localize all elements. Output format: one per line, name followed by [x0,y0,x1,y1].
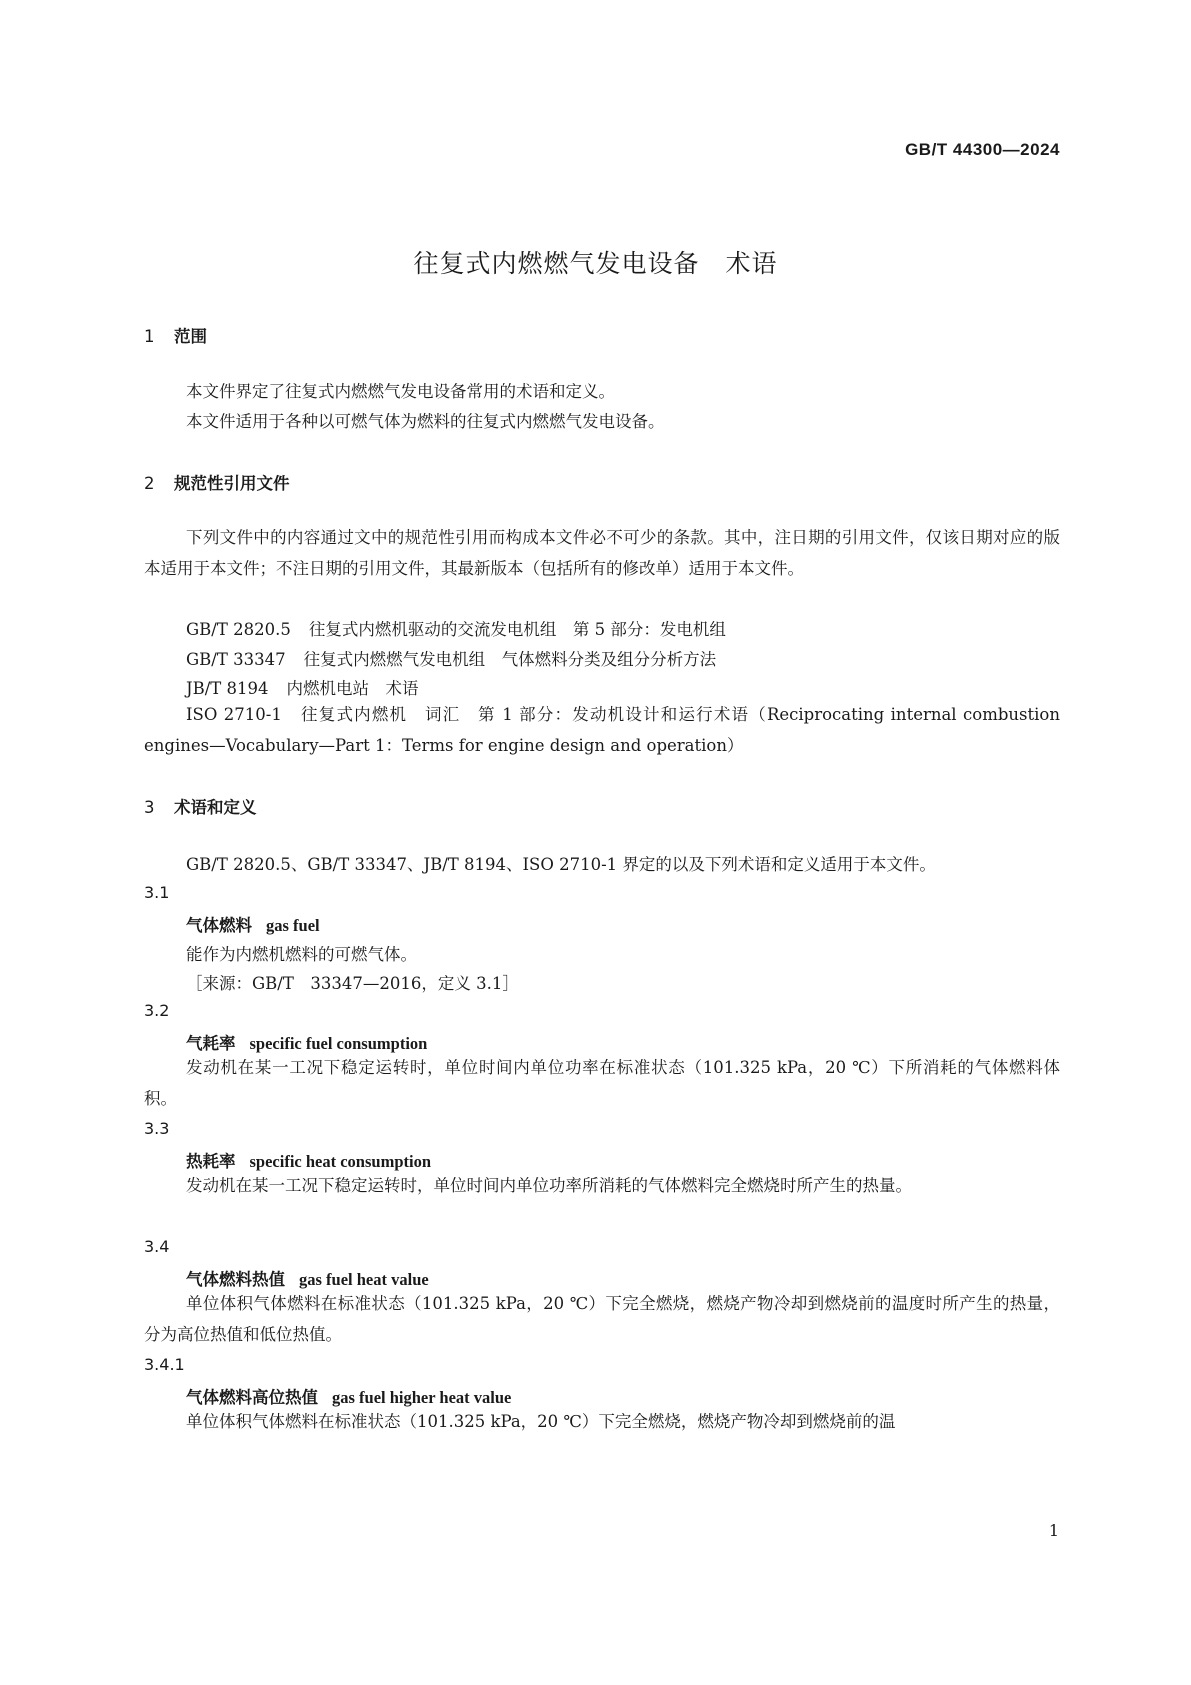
page-number: 1 [1048,1521,1059,1540]
term-heading: 气耗率 specific fuel consumption [186,1034,428,1053]
normative-references-intro: 下列文件中的内容通过文中的规范性引用而构成本文件必不可少的条款。其中，注日期的引用文件，仅该日期对应的版本适用于本文件；不注日期的引用文件，其最新版本（包括所有的修改单）适用于本文件。 [144,528,1060,578]
term-definition: 发动机在某一工况下稳定运转时，单位时间内单位功率所消耗的气体燃料完全燃烧时所产生的热量。 [186,1176,912,1195]
section-2-heading: 2 规范性引用文件 [144,474,290,493]
term-heading: 气体燃料 gas fuel [186,916,320,935]
reference-item: GB/T 2820.5 往复式内燃机驱动的交流发电机组 第 5 部分：发电机组 [186,620,726,639]
term-source: ［来源：GB/T 33347—2016，定义 3.1］ [186,974,519,993]
term-definition: 单位体积气体燃料在标准状态（101.325 kPa，20 ℃）下完全燃烧，燃烧产物冷却到燃烧前的温度时所产生的热量，分为高位热值和低位热值。 [144,1294,1060,1344]
term-number: 3.4 [144,1237,170,1256]
term-heading: 气体燃料热值 gas fuel heat value [186,1270,429,1289]
terms-intro: GB/T 2820.5、GB/T 33347、JB/T 8194、ISO 2710-1 界定的以及下列术语和定义适用于本文件。 [186,855,936,874]
term-definition: 单位体积气体燃料在标准状态（101.325 kPa，20 ℃）下完全燃烧，燃烧产物冷却到燃烧前的温 [186,1412,896,1431]
term-definition: 发动机在某一工况下稳定运转时，单位时间内单位功率在标准状态（101.325 kPa，20 ℃）下所消耗的气体燃料体积。 [144,1058,1060,1108]
document-number: GB/T 44300—2024 [905,140,1060,159]
page-title: 往复式内燃燃气发电设备 术语 [413,249,778,278]
section-3-heading: 3 术语和定义 [144,798,257,817]
term-number: 3.2 [144,1001,170,1020]
term-number: 3.3 [144,1119,170,1138]
reference-item: ISO 2710-1 往复式内燃机 词汇 第 1 部分：发动机设计和运行术语（Reciprocating internal combustion engines—Vocabulary—Part 1：Terms for engine design and operation） [144,705,1060,755]
scope-paragraph-1: 本文件界定了往复式内燃燃气发电设备常用的术语和定义。 [186,382,615,401]
term-heading: 热耗率 specific heat consumption [186,1152,431,1171]
term-heading: 气体燃料高位热值 gas fuel higher heat value [186,1388,512,1407]
reference-item: GB/T 33347 往复式内燃燃气发电机组 气体燃料分类及组分分析方法 [186,650,717,669]
section-1-heading: 1 范围 [144,327,207,346]
reference-item: JB/T 8194 内燃机电站 术语 [186,679,419,698]
scope-paragraph-2: 本文件适用于各种以可燃气体为燃料的往复式内燃燃气发电设备。 [186,412,665,431]
term-definition: 能作为内燃机燃料的可燃气体。 [186,945,417,964]
term-number: 3.4.1 [144,1355,185,1374]
term-number: 3.1 [144,883,170,902]
